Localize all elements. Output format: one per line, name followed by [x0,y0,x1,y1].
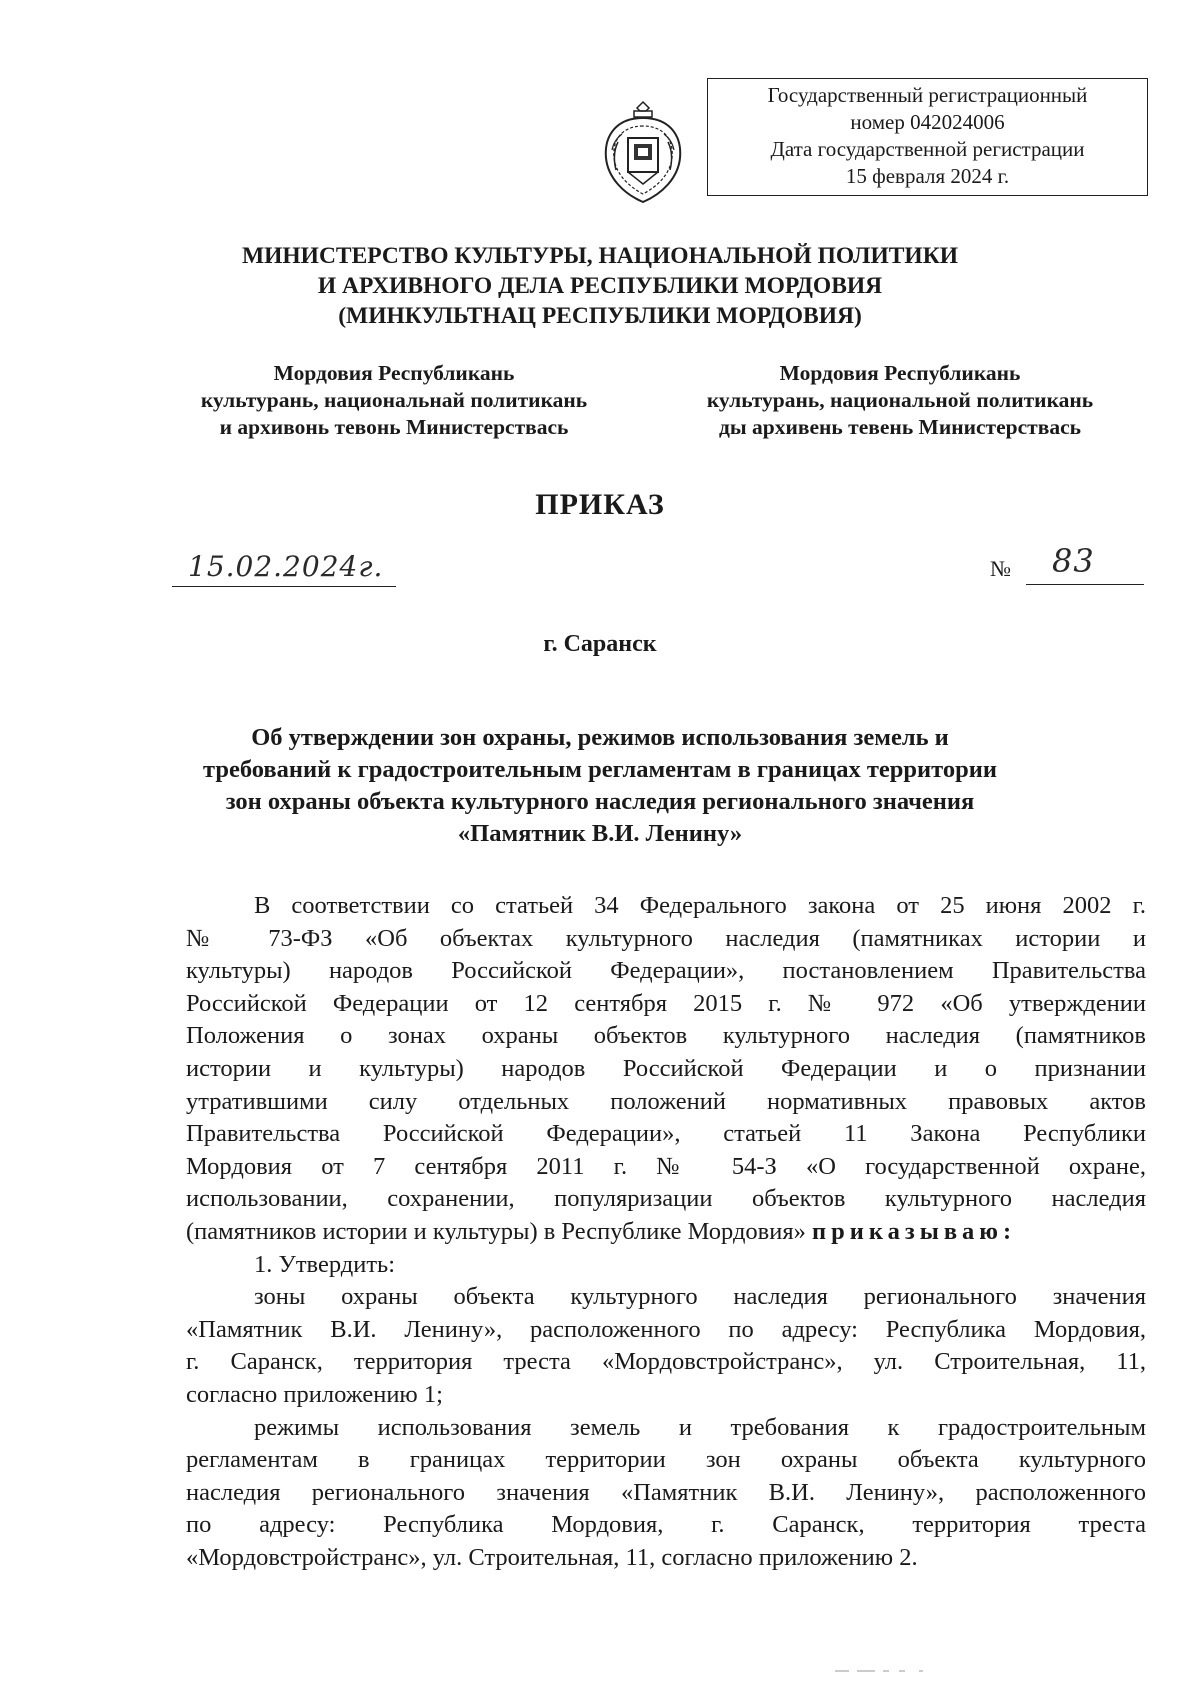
order-date: 15.02.2024г. [188,550,384,583]
body-line: В соответствии со статьей 34 Федерального закона от 25 июня 2002 г. [254,892,1146,919]
registration-line-1: Государственный регистрационный [767,83,1088,107]
item-1-heading: 1. Утвердить: [254,1250,396,1278]
subject-line-3: зон охраны объекта культурного наследия регионального значения [225,788,975,815]
order-date-field [172,548,396,587]
erzya-line-1: Мордовия Республикань [779,361,1021,385]
moksha-line-2: культурань, национальнай политикань [200,388,588,412]
ministry-line-1: МИНИСТЕРСТВО КУЛЬТУРЫ, НАЦИОНАЛЬНОЙ ПОЛИТИКИ [241,243,959,269]
city: г. Саранск [543,631,657,657]
body-line: согласно приложению 1; [186,1380,443,1408]
body-line: использовании, сохранении, популяризации объектов культурного наследия [186,1185,1146,1213]
moksha-line-3: и архивонь тевонь Министерствась [219,415,569,439]
body-line-text: (памятников истории и культуры) в Республике Мордовия» [186,1217,806,1245]
subject-line-2: требований к градостроительным регламентам в границах территории [203,756,997,783]
registration-line-3: Дата государственной регистрации [770,137,1085,161]
body-line: зоны охраны объекта культурного наследия регионального значения [254,1283,1146,1311]
body-line [186,1216,1146,1249]
subject-line-4: «Памятник В.И. Ленину» [457,820,743,847]
order-number-field [1026,542,1144,585]
order-body [186,890,1146,1574]
subject-line-1: Об утверждении зон охраны, режимов использования земель и [251,724,949,751]
order-word: приказываю: [812,1217,1017,1245]
body-line: Мордовия от 7 сентября 2011 г. № 54-З «О государственной охране, [186,1152,1146,1180]
body-line: г. Саранск, территория треста «Мордовстройстранс», ул. Строительная, 11, [186,1348,1146,1376]
coat-of-arms-icon [598,98,688,206]
body-line: по адресу: Республика Мордовия, г. Саранск, территория треста [186,1511,1146,1539]
body-line: режимы использования земель и требования к градостроительным [254,1413,1146,1441]
body-line: «Памятник В.И. Ленину», расположенного по адресу: Республика Мордовия, [186,1315,1146,1343]
body-line: культуры) народов Российской Федерации», постановлением Правительства [186,957,1146,985]
erzya-line-2: культурань, национальной политикань [706,388,1094,412]
ministry-name-erzya [670,360,1130,441]
document-type: ПРИКАЗ [535,488,665,521]
body-line: «Мордовстройстранс», ул. Строительная, 11, согласно приложению 2. [186,1543,918,1571]
registration-stamp [707,78,1148,196]
body-line: утратившими силу отдельных положений нормативных правовых актов [186,1087,1146,1115]
ministry-name [150,241,1050,331]
ministry-line-3: (МИНКУЛЬТНАЦ РЕСПУБЛИКИ МОРДОВИЯ) [338,303,862,329]
registration-number: номер 042024006 [850,110,1005,134]
body-line: истории и культуры) народов Российской Федерации и о признании [186,1054,1146,1082]
erzya-line-3: ды архивень тевень Министерствась [719,415,1081,439]
ministry-name-moksha [164,360,624,441]
body-line: № 73-ФЗ «Об объектах культурного наследия (памятниках истории и [186,924,1146,952]
order-number: 83 [1052,542,1095,580]
body-line: Правительства Российской Федерации», статьей 11 Закона Республики [186,1120,1146,1148]
ministry-line-2: И АРХИВНОГО ДЕЛА РЕСПУБЛИКИ МОРДОВИЯ [317,273,883,299]
body-line: наследия регионального значения «Памятник В.И. Ленину», расположенного [186,1478,1146,1506]
body-line: регламентам в границах территории зон охраны объекта культурного [186,1446,1146,1474]
body-line: Положения о зонах охраны объектов культурного наследия (памятников [186,1022,1146,1050]
registration-date: 15 февраля 2024 г. [845,164,1010,188]
body-line: Российской Федерации от 12 сентября 2015 г. № 972 «Об утверждении [186,989,1146,1017]
scan-specks [835,1668,935,1674]
order-subject [150,722,1050,850]
order-number-label: № [990,556,1011,581]
moksha-line-1: Мордовия Республикань [273,361,515,385]
